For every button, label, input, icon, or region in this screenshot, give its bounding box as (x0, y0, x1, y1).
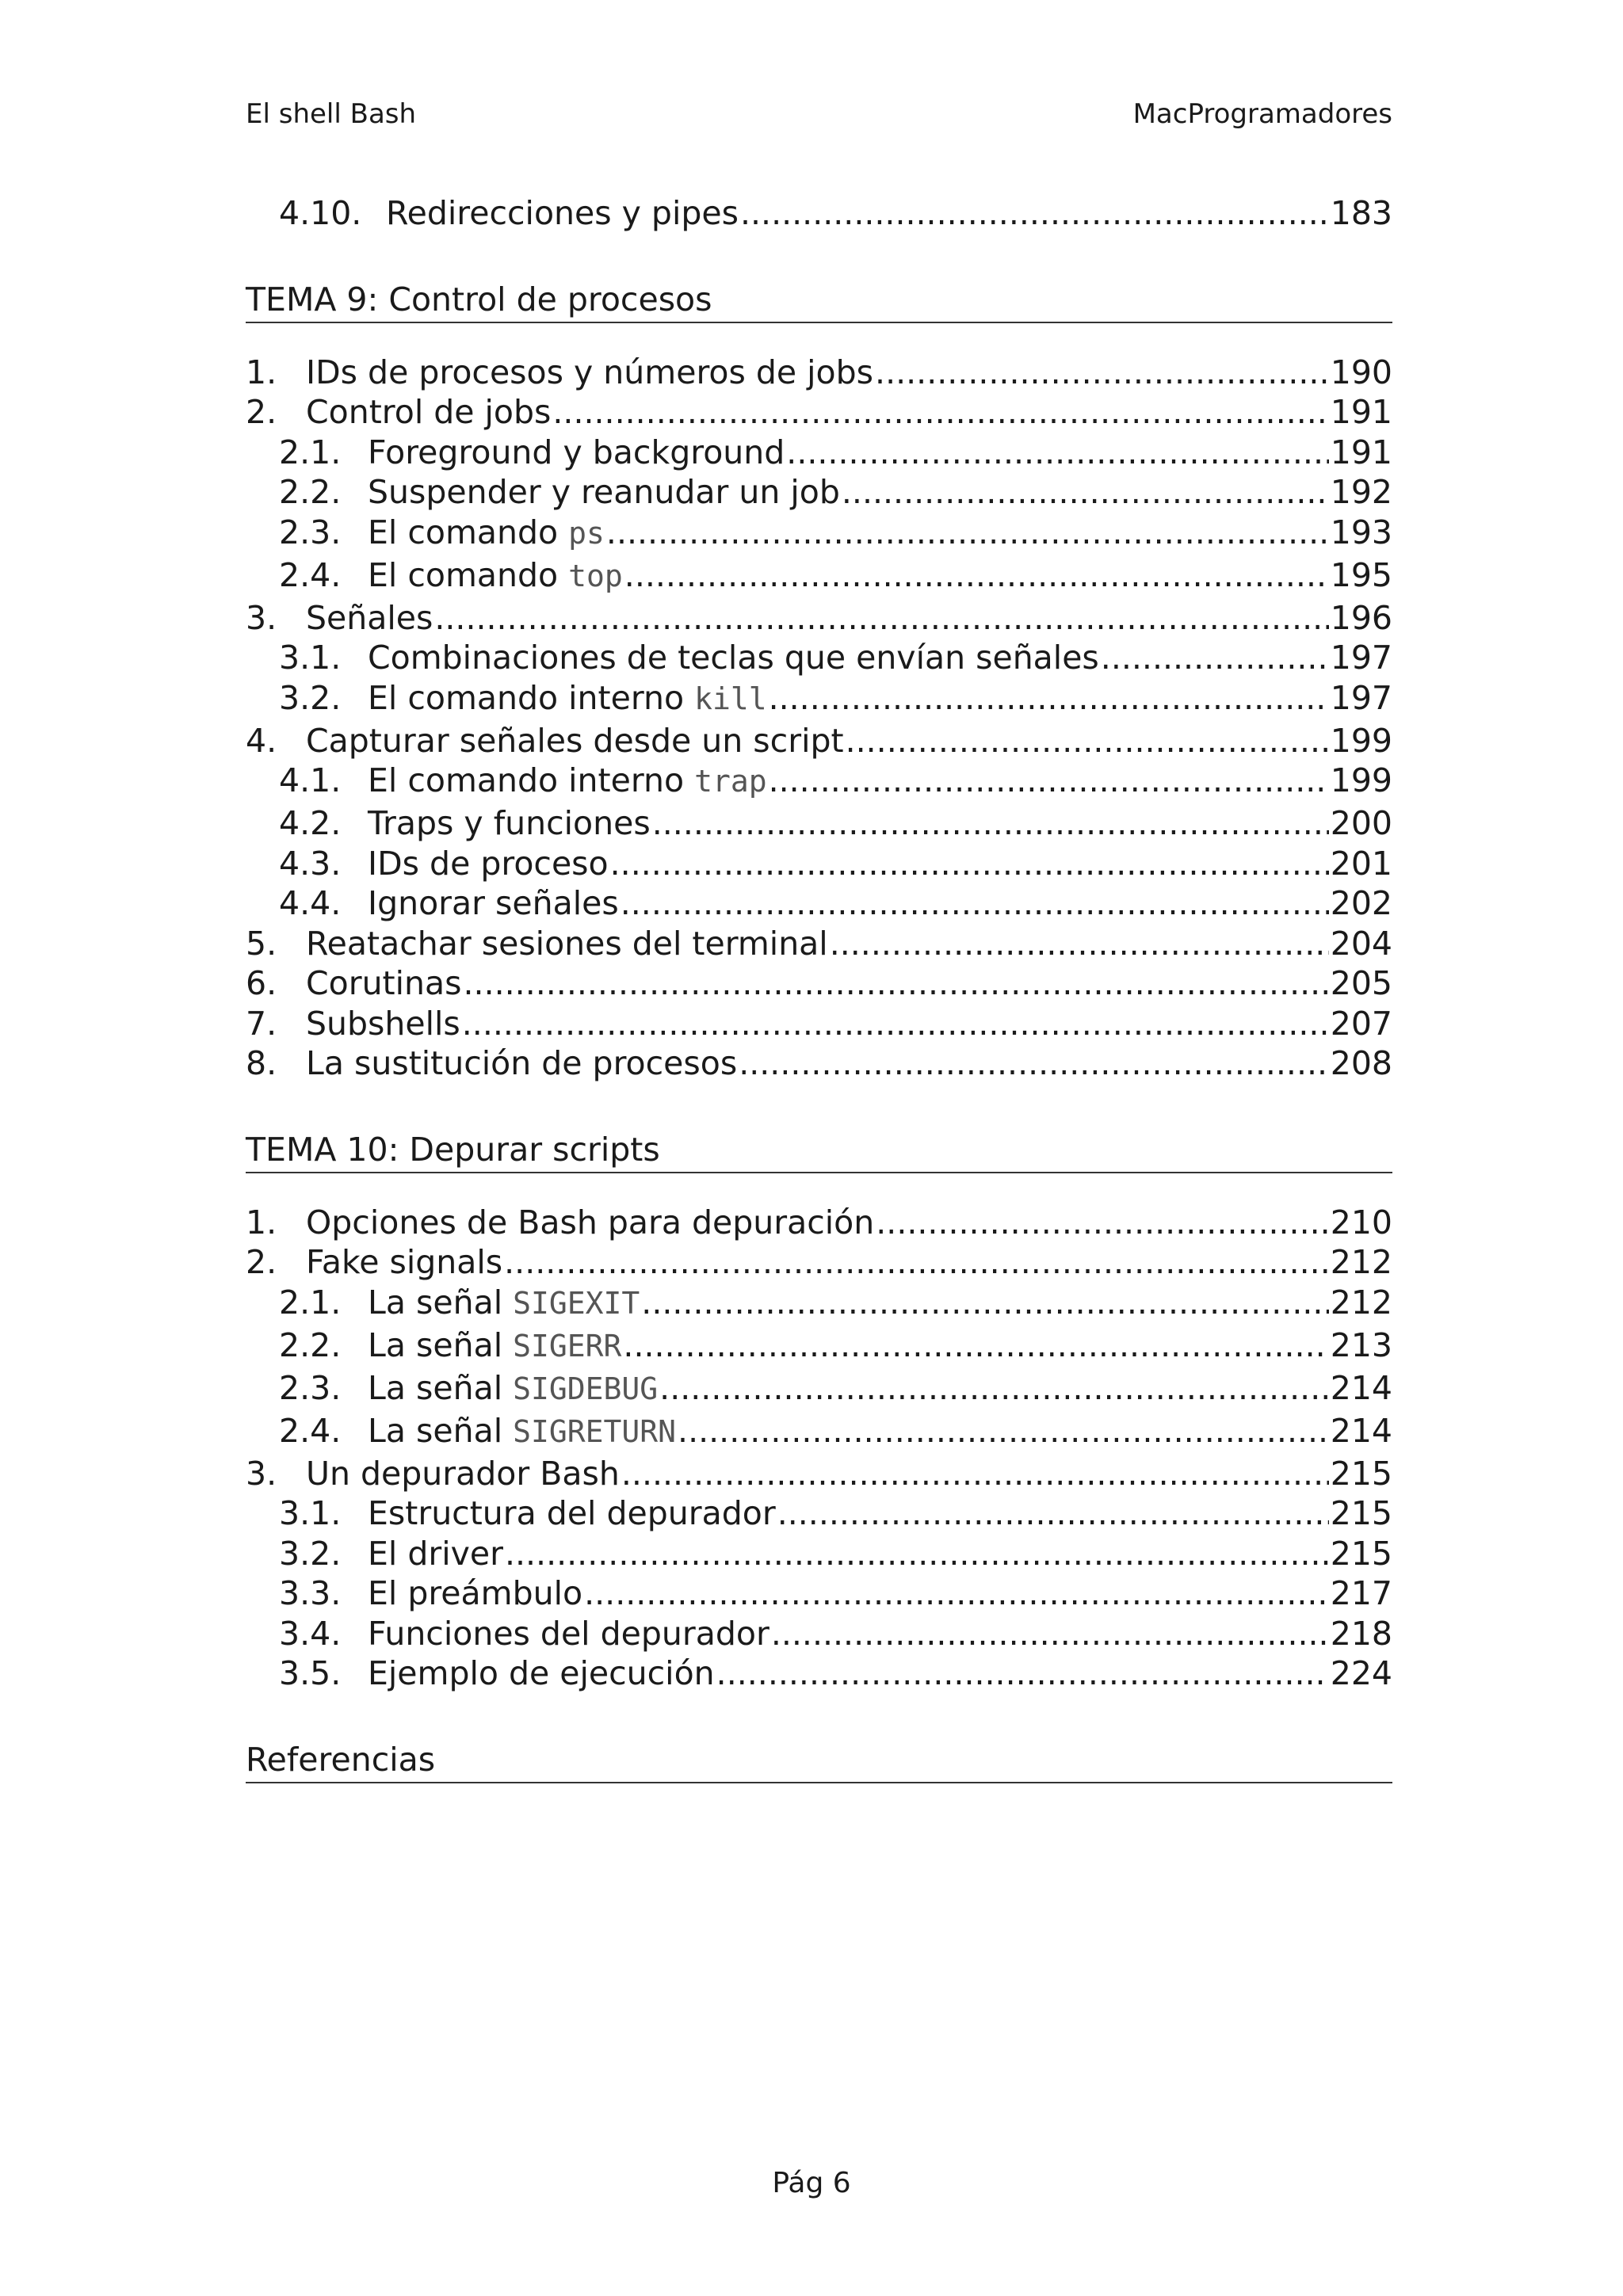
toc-entry-page: 199 (1330, 761, 1392, 799)
toc-entry-title-text: Ejemplo de ejecución (368, 1654, 715, 1692)
toc-entry-title-text: Traps y funciones (368, 804, 651, 842)
toc-entry-number: 2. (246, 1243, 277, 1281)
toc-entry-title-text: La señal (368, 1411, 514, 1450)
toc-entry-page: 200 (1330, 804, 1392, 842)
toc-leader-dots (716, 1654, 1329, 1692)
toc-entry-title: Redirecciones y pipes (386, 194, 739, 232)
toc-entry-title-text: La señal (368, 1368, 514, 1407)
toc-leader-dots (621, 1455, 1329, 1493)
toc-entry-code: SIGERR (513, 1328, 622, 1363)
toc-entry-title-text: Capturar señales desde un script (306, 721, 844, 760)
toc-entry-title-text: Foreground y background (368, 433, 785, 471)
toc-entry[interactable] (246, 1203, 1392, 1244)
toc-entry-title (368, 473, 840, 511)
toc-leader-dots (777, 1494, 1329, 1532)
section-heading: TEMA 9: Control de procesos (246, 273, 1392, 323)
toc-leader-dots (584, 1574, 1329, 1612)
toc-entry[interactable] (246, 964, 1392, 1005)
toc-entry-title (368, 556, 623, 594)
toc-entry[interactable] (246, 884, 1392, 925)
toc-entry-title (306, 353, 873, 391)
toc-entry-number: 2.4. (279, 555, 342, 594)
page-footer (0, 2167, 1623, 2199)
toc-entry[interactable] (246, 513, 1392, 556)
toc-entry[interactable] (246, 925, 1392, 965)
toc-entry-number: 3.1. (279, 1494, 342, 1532)
toc-leader-dots (678, 1412, 1329, 1450)
toc-entry[interactable] (246, 1326, 1392, 1369)
header-right: MacProgramadores (1132, 98, 1392, 130)
toc-leader-dots (504, 1243, 1329, 1281)
toc-entry[interactable] (246, 1494, 1392, 1535)
toc-entry-code: SIGEXIT (513, 1285, 640, 1321)
toc-leader-dots (1101, 639, 1329, 677)
toc-leader-dots (434, 599, 1328, 637)
toc-entry-title-text: El comando (368, 513, 569, 551)
toc-entry-number: 4.4. (279, 884, 342, 922)
toc-leader-dots (875, 353, 1329, 391)
toc-entry[interactable] (246, 845, 1392, 885)
toc-entry-title (368, 1494, 776, 1532)
toc-entry-page: 192 (1330, 473, 1392, 511)
toc-entry-title-text: Fake signals (306, 1243, 503, 1281)
toc-entry-title (368, 639, 1099, 677)
toc-entry-title-text: Opciones de Bash para depuración (306, 1203, 875, 1241)
section-heading: Referencias (246, 1733, 1392, 1783)
toc-entry-page: 208 (1330, 1044, 1392, 1082)
toc-entry-number: 3.2. (279, 1534, 342, 1573)
toc-entry-code: kill (694, 681, 767, 716)
toc-entry-title (368, 1283, 640, 1322)
toc-entry[interactable] (246, 1654, 1392, 1695)
toc-entry[interactable] (246, 599, 1392, 639)
toc-leader-dots (786, 433, 1328, 471)
toc-leader-dots (464, 964, 1329, 1002)
toc-entry-title-text: La señal (368, 1325, 514, 1364)
header-left: El shell Bash (246, 98, 417, 130)
toc-entry-title (368, 1535, 503, 1573)
toc-leader-dots (623, 1326, 1328, 1364)
toc-entry-page: 199 (1330, 721, 1392, 760)
table-of-contents (246, 194, 1392, 1814)
toc-entry[interactable] (246, 639, 1392, 679)
toc-entry[interactable] (246, 1574, 1392, 1615)
toc-leader-dots (606, 513, 1329, 551)
toc-entry-page: 210 (1330, 1203, 1392, 1241)
toc-entry-title (306, 1455, 620, 1493)
toc-entry-page: 218 (1330, 1614, 1392, 1653)
toc-entry-page: 215 (1330, 1494, 1392, 1532)
toc-leader-dots (771, 1615, 1329, 1653)
toc-entry[interactable] (246, 1243, 1392, 1283)
toc-entry-number: 2.3. (279, 513, 342, 551)
toc-entry-code: top (568, 558, 623, 593)
toc-entry-title-text: IDs de procesos y números de jobs (306, 353, 874, 391)
toc-entry-code: SIGRETURN (513, 1413, 677, 1449)
toc-entry-page: 183 (1330, 194, 1392, 232)
toc-entry-title-text: IDs de proceso (368, 844, 609, 883)
toc-entry-number: 4.2. (279, 804, 342, 842)
toc-entry-page: 212 (1330, 1283, 1392, 1322)
toc-entry-title (368, 845, 609, 883)
toc-entry-title (368, 433, 785, 471)
toc-leader-dots (621, 884, 1329, 922)
toc-entry-code: SIGDEBUG (513, 1371, 659, 1406)
toc-entry[interactable] (246, 679, 1392, 722)
toc-entry-title (306, 1044, 737, 1082)
toc-entry-title (306, 1203, 874, 1241)
toc-entry-number: 2.1. (279, 433, 342, 471)
toc-entry[interactable] (246, 1455, 1392, 1495)
toc-entry-code: ps (568, 515, 605, 551)
toc-entry-title-text: El comando (368, 555, 569, 594)
toc-entry-number: 7. (246, 1004, 277, 1043)
toc-entry-number: 3.4. (279, 1614, 342, 1653)
toc-entry-number: 3. (246, 1454, 277, 1493)
toc-leader-dots (624, 556, 1329, 594)
toc-entry-number: 3.3. (279, 1574, 342, 1612)
toc-leader-dots (842, 473, 1329, 511)
toc-entry[interactable] (246, 804, 1392, 845)
toc-leader-dots (830, 925, 1329, 963)
toc-entry-title (368, 1574, 582, 1612)
toc-entry-number: 2.1. (279, 1283, 342, 1322)
toc-entry-title-text: La señal (368, 1283, 514, 1322)
toc-entry-title (306, 925, 828, 963)
toc-entry-title (368, 761, 767, 799)
toc-entry[interactable] (246, 1535, 1392, 1575)
toc-entry-number: 4.3. (279, 844, 342, 883)
toc-entry-page: 201 (1330, 844, 1392, 883)
toc-entry-number: 5. (246, 924, 277, 963)
toc-leader-dots (462, 1005, 1329, 1043)
toc-entry-page: 195 (1330, 555, 1392, 594)
toc-entry-title-text: Suspender y reanudar un job (368, 473, 840, 511)
toc-entry-number: 8. (246, 1044, 277, 1082)
toc-entry-page: 215 (1330, 1454, 1392, 1493)
toc-entry-title (306, 1005, 460, 1043)
toc-leader-dots (641, 1283, 1328, 1322)
toc-entry[interactable] (246, 433, 1392, 474)
toc-entry-page: 202 (1330, 884, 1392, 922)
toc-entry-title (306, 393, 551, 431)
toc-entry-title-text: Señales (306, 598, 433, 637)
toc-entry-title (306, 599, 433, 637)
toc-entry-title-text: Ignorar señales (368, 884, 619, 922)
toc-entry-page: 213 (1330, 1325, 1392, 1364)
toc-entry-title-text: Reatachar sesiones del terminal (306, 924, 828, 963)
toc-leader-dots (740, 194, 1329, 232)
toc-entry[interactable] (246, 761, 1392, 804)
toc-entry-page: 191 (1330, 393, 1392, 431)
toc-leader-dots (769, 679, 1329, 717)
toc-entry-number: 3.5. (279, 1654, 342, 1692)
toc-entry[interactable] (246, 556, 1392, 599)
toc-entry-title-text: La sustitución de procesos (306, 1044, 738, 1082)
toc-entry-title (368, 1654, 715, 1692)
toc-entry-number: 2.4. (279, 1411, 342, 1450)
toc-entry-title (306, 722, 844, 760)
toc-entry-page: 190 (1330, 353, 1392, 391)
toc-entry-number: 2. (246, 393, 277, 431)
toc-entry-page: 214 (1330, 1368, 1392, 1407)
toc-entry-number: 2.3. (279, 1368, 342, 1407)
toc-entry-code: trap (694, 764, 767, 799)
toc-entry-number: 3. (246, 598, 277, 637)
toc-entry-title-text: Un depurador Bash (306, 1454, 620, 1493)
toc-entry-title (368, 1369, 658, 1407)
toc-entry-title (368, 679, 767, 717)
toc-entry-page: 224 (1330, 1654, 1392, 1692)
toc-leader-dots (552, 393, 1328, 431)
toc-entry-page: 197 (1330, 639, 1392, 677)
toc-entry-number: 6. (246, 964, 277, 1002)
toc-entry-title (368, 1412, 676, 1450)
toc-leader-dots (659, 1369, 1329, 1407)
toc-entry-page: 196 (1330, 598, 1392, 637)
toc-entry-page: 207 (1330, 1004, 1392, 1043)
toc-entry-page: 212 (1330, 1243, 1392, 1281)
toc-entry-number: 4. (246, 721, 277, 760)
toc-entry[interactable] (246, 1005, 1392, 1045)
toc-entry-title-text: El preámbulo (368, 1574, 583, 1612)
toc-entry-number: 2.2. (279, 1325, 342, 1364)
toc-entry-number: 4.1. (279, 761, 342, 799)
toc-entry-title (368, 1326, 621, 1364)
toc-entry[interactable] (246, 194, 1392, 235)
toc-entry-number: 1. (246, 353, 277, 391)
toc-entry[interactable] (246, 722, 1392, 762)
toc-leader-dots (739, 1044, 1329, 1082)
toc-entry-title (368, 804, 651, 842)
toc-leader-dots (505, 1535, 1329, 1573)
toc-entry-page: 197 (1330, 678, 1392, 717)
toc-entry-title-text: Funciones del depurador (368, 1614, 769, 1653)
toc-entry-title-text: Estructura del depurador (368, 1494, 776, 1532)
toc-entry-title-text: Subshells (306, 1004, 460, 1043)
toc-entry-page: 205 (1330, 964, 1392, 1002)
toc-entry-number: 3.1. (279, 639, 342, 677)
toc-entry-number: 2.2. (279, 473, 342, 511)
toc-entry-number: 1. (246, 1203, 277, 1241)
toc-leader-dots (876, 1203, 1328, 1241)
toc-entry-title (368, 1615, 769, 1653)
toc-entry[interactable] (246, 353, 1392, 394)
toc-entry-page: 217 (1330, 1574, 1392, 1612)
toc-leader-dots (769, 761, 1329, 799)
toc-entry[interactable] (246, 393, 1392, 433)
toc-entry[interactable] (246, 1044, 1392, 1085)
toc-leader-dots (610, 845, 1329, 883)
toc-entry-page: 215 (1330, 1534, 1392, 1573)
toc-entry[interactable] (246, 1412, 1392, 1455)
toc-entry-page: 214 (1330, 1411, 1392, 1450)
toc-leader-dots (652, 804, 1329, 842)
toc-entry-title-text: El driver (368, 1534, 503, 1573)
toc-entry-title (368, 884, 619, 922)
toc-leader-dots (846, 722, 1329, 760)
section-heading: TEMA 10: Depurar scripts (246, 1123, 1392, 1173)
toc-entry-number: 3.2. (279, 678, 342, 717)
toc-entry-page: 191 (1330, 433, 1392, 471)
toc-entry-number: 4.10. (279, 194, 362, 232)
toc-entry-title (368, 513, 605, 551)
toc-entry-title-text: El comando interno (368, 678, 695, 717)
toc-entry-title-text: Control de jobs (306, 393, 552, 431)
toc-entry-title-text: El comando interno (368, 761, 695, 799)
toc-entry[interactable] (246, 1283, 1392, 1326)
page-header (246, 98, 1392, 130)
toc-entry-page: 204 (1330, 924, 1392, 963)
toc-entry[interactable] (246, 1369, 1392, 1412)
toc-entry[interactable] (246, 473, 1392, 513)
toc-entry-page: 193 (1330, 513, 1392, 551)
toc-entry-title-text: Combinaciones de teclas que envían señales (368, 639, 1099, 677)
toc-entry-title (306, 1243, 502, 1281)
toc-entry-title-text: Corutinas (306, 964, 462, 1002)
toc-entry[interactable] (246, 1615, 1392, 1655)
page-number: Pág 6 (772, 2167, 851, 2199)
toc-entry-title (306, 964, 462, 1002)
